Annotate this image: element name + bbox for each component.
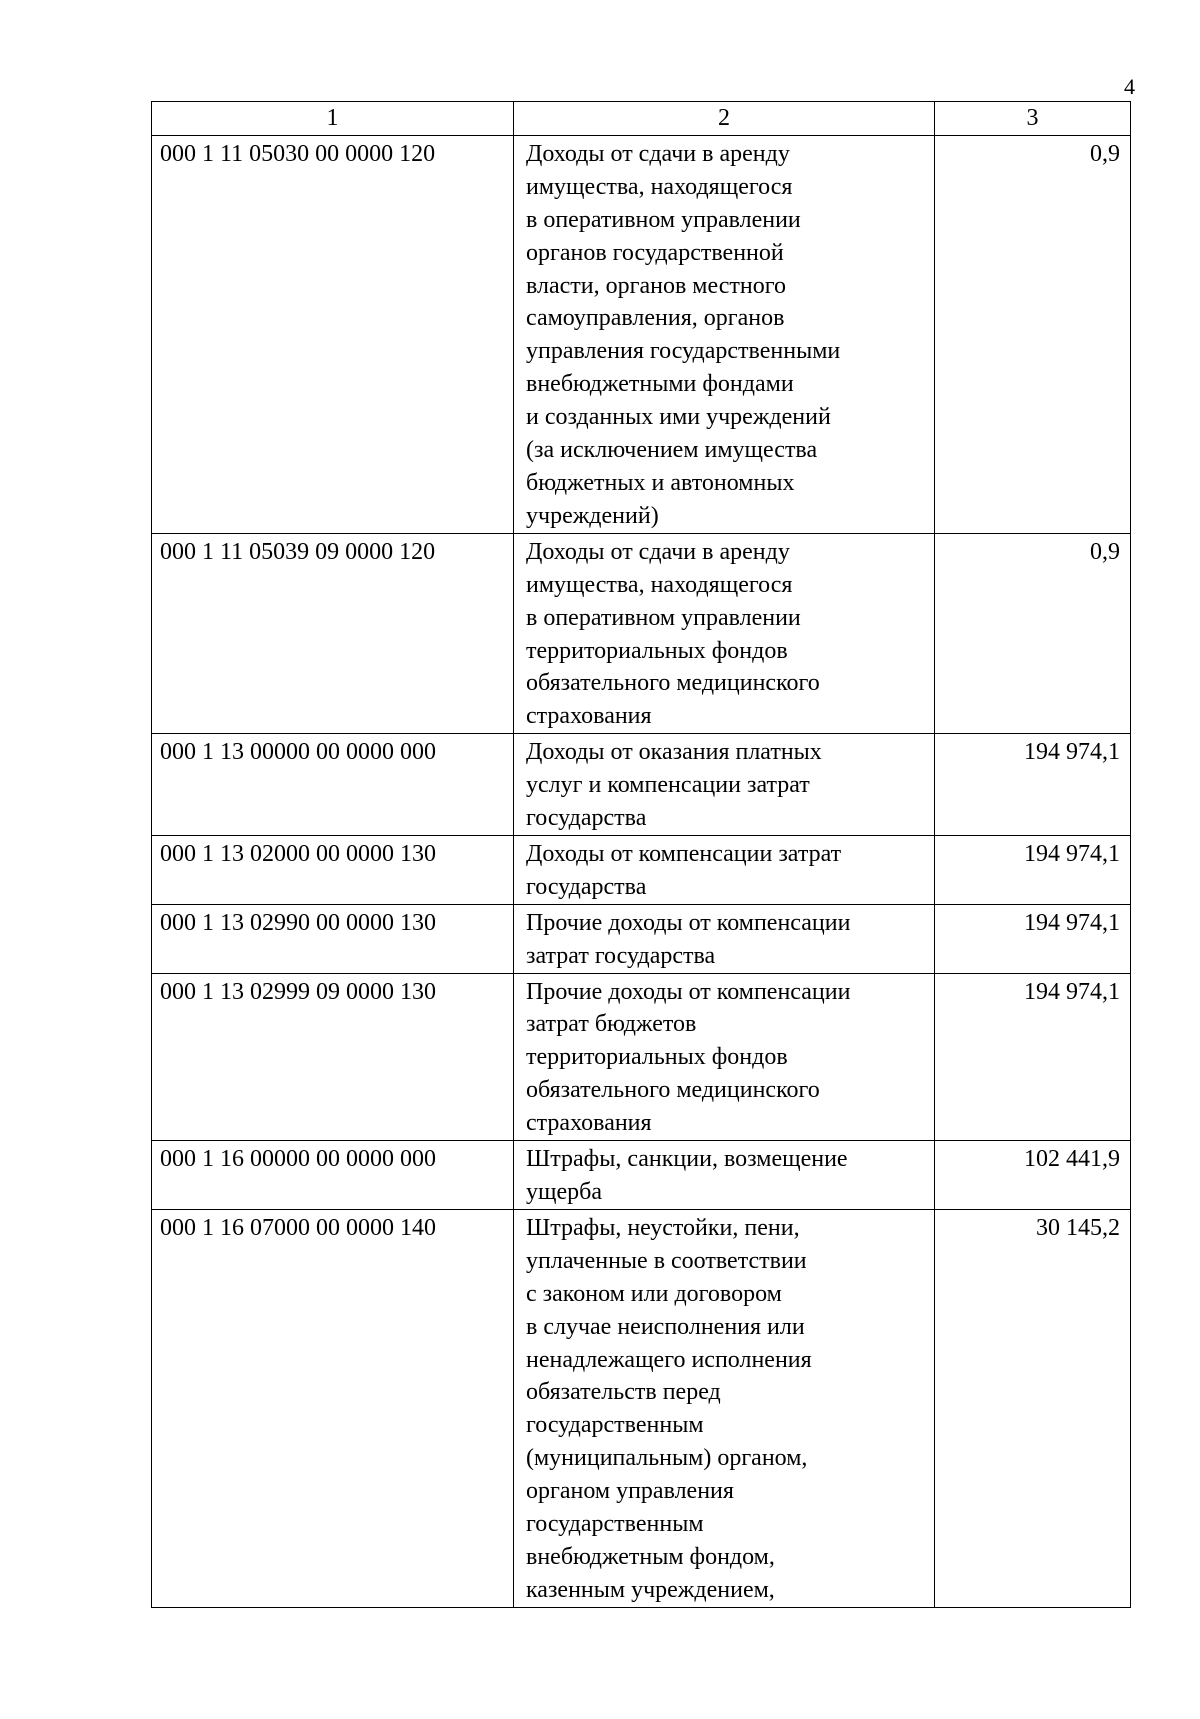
revenue-name-line: обязательств перед: [526, 1379, 721, 1406]
revenue-name-line: Доходы от компенсации затрат: [526, 840, 842, 867]
revenue-name-cell: [514, 135, 935, 533]
table-row: [152, 1141, 1131, 1210]
revenue-name-line: ущерба: [526, 1179, 602, 1205]
revenue-name-cell: [514, 734, 935, 836]
table-row: [152, 135, 1131, 533]
revenue-name-cell: [514, 904, 935, 973]
revenue-name-line: органов государственной: [526, 239, 784, 266]
revenue-name-line: государственным: [526, 1412, 704, 1439]
revenue-name-cell: [514, 835, 935, 904]
revenue-table: [151, 101, 1131, 1608]
revenue-name-line: управления государственными: [526, 338, 841, 365]
revenue-name-line: государственным: [526, 1511, 704, 1538]
budget-code-cell: 000 1 13 00000 00 0000 000: [152, 734, 514, 836]
revenue-name-line: обязательного медицинского: [526, 670, 820, 697]
revenue-name-line: внебюджетным фондом,: [526, 1543, 775, 1570]
revenue-name-line: Доходы от оказания платных: [526, 739, 822, 766]
revenue-name-line: Доходы от сдачи в аренду: [526, 538, 790, 565]
revenue-name-line: имущества, находящегося: [526, 173, 793, 200]
amount-cell: 194 974,1: [935, 734, 1131, 836]
revenue-name-line: самоуправления, органов: [526, 305, 785, 332]
revenue-name-line: обязательного медицинского: [526, 1077, 820, 1104]
revenue-name-line: территориальных фондов: [526, 637, 788, 664]
revenue-name-line: в оперативном управлении: [526, 206, 801, 233]
revenue-name-line: учреждений): [526, 502, 659, 529]
revenue-name-line: уплаченные в соответствии: [526, 1247, 807, 1274]
table-row: [152, 904, 1131, 973]
revenue-name-line: органом управления: [526, 1478, 734, 1505]
revenue-name-cell: [514, 1141, 935, 1210]
budget-code-cell: 000 1 11 05030 00 0000 120: [152, 135, 514, 533]
revenue-name-line: власти, органов местного: [526, 272, 786, 299]
revenue-name-line: затрат государства: [526, 942, 716, 969]
revenue-name-cell: [514, 973, 935, 1141]
revenue-name-line: (муниципальным) органом,: [526, 1445, 808, 1472]
revenue-name-line: Прочие доходы от компенсации: [526, 909, 851, 936]
revenue-name-line: затрат бюджетов: [526, 1011, 697, 1038]
budget-code-cell: 000 1 13 02000 00 0000 130: [152, 835, 514, 904]
revenue-name-line: казенным учреждением,: [526, 1576, 775, 1603]
budget-code-cell: 000 1 13 02990 00 0000 130: [152, 904, 514, 973]
table-header-row: [152, 102, 1131, 136]
revenue-name-line: страхования: [526, 703, 652, 730]
table-row: [152, 734, 1131, 836]
revenue-name-cell: [514, 533, 935, 733]
amount-cell: 194 974,1: [935, 835, 1131, 904]
budget-code-cell: 000 1 11 05039 09 0000 120: [152, 533, 514, 733]
budget-code-cell: 000 1 13 02999 09 0000 130: [152, 973, 514, 1141]
amount-cell: 194 974,1: [935, 904, 1131, 973]
amount-cell: 102 441,9: [935, 1141, 1131, 1210]
revenue-name-line: внебюджетными фондами: [526, 371, 794, 398]
revenue-name-line: и созданных ими учреждений: [526, 404, 831, 431]
revenue-name-line: в случае неисполнения или: [526, 1313, 805, 1340]
table-row: [152, 973, 1131, 1141]
column-header-1: 1: [152, 102, 514, 136]
revenue-name-cell: [514, 1209, 935, 1607]
revenue-name-line: услуг и компенсации затрат: [526, 772, 810, 799]
revenue-name-line: территориальных фондов: [526, 1044, 788, 1071]
table-row: [152, 835, 1131, 904]
table-row: [152, 533, 1131, 733]
revenue-name-line: имущества, находящегося: [526, 571, 793, 598]
amount-cell: 30 145,2: [935, 1209, 1131, 1607]
revenue-name-line: в оперативном управлении: [526, 604, 801, 631]
revenue-name-line: страхования: [526, 1110, 652, 1137]
revenue-name-line: с законом или договором: [526, 1280, 782, 1307]
revenue-name-line: Штрафы, неустойки, пени,: [526, 1214, 800, 1241]
amount-cell: 194 974,1: [935, 973, 1131, 1141]
revenue-name-line: Прочие доходы от компенсации: [526, 978, 851, 1005]
page-number: 4: [1124, 74, 1135, 99]
revenue-name-line: (за исключением имущества: [526, 437, 818, 464]
column-header-2: 2: [514, 102, 935, 136]
amount-cell: 0,9: [935, 135, 1131, 533]
column-header-3: 3: [935, 102, 1131, 136]
revenue-name-line: Штрафы, санкции, возмещение: [526, 1146, 848, 1173]
table-row: [152, 1209, 1131, 1607]
revenue-name-line: государства: [526, 873, 647, 900]
budget-code-cell: 000 1 16 07000 00 0000 140: [152, 1209, 514, 1607]
budget-code-cell: 000 1 16 00000 00 0000 000: [152, 1141, 514, 1210]
revenue-name-line: ненадлежащего исполнения: [526, 1346, 812, 1373]
revenue-name-line: бюджетных и автономных: [526, 469, 795, 496]
revenue-name-line: Доходы от сдачи в аренду: [526, 140, 790, 167]
revenue-name-line: государства: [526, 805, 647, 832]
amount-cell: 0,9: [935, 533, 1131, 733]
